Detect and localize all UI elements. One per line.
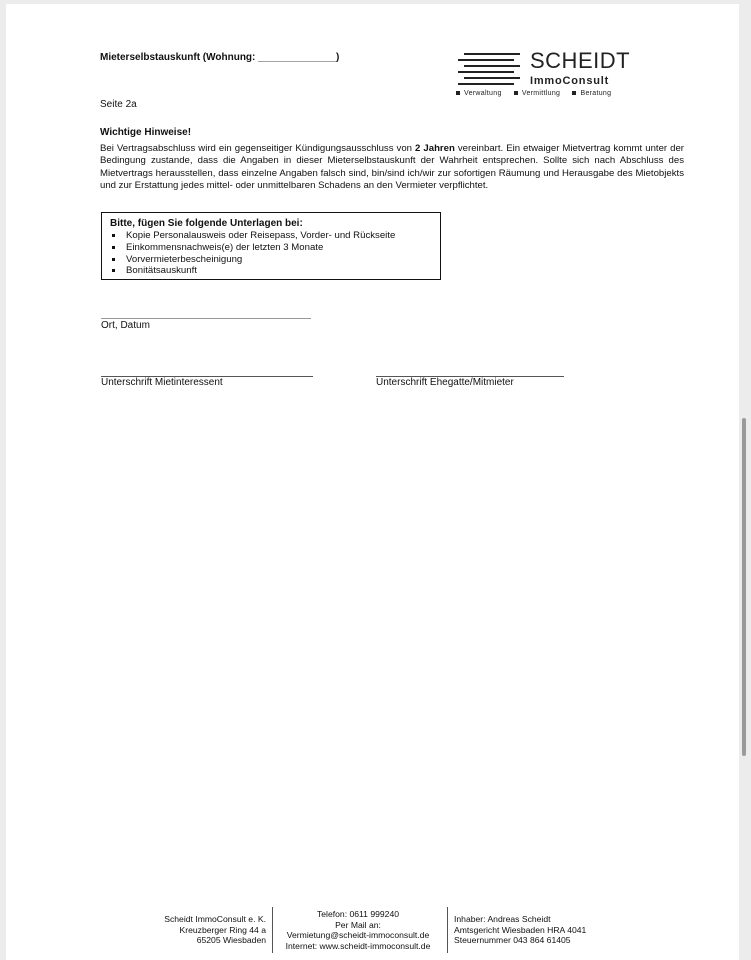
logo-subbrand: ImmoConsult — [530, 75, 610, 87]
footer-company — [126, 914, 266, 946]
tenant-signature-label: Unterschrift Mietinteressent — [101, 377, 223, 388]
footer-line: Per Mail an: — [335, 919, 381, 930]
spouse-signature-label: Unterschrift Ehegatte/Mitmieter — [376, 377, 514, 388]
list-item: Vorvermieterbescheinigung — [110, 254, 440, 266]
place-date-line[interactable] — [101, 318, 311, 319]
footer-line: Scheidt ImmoConsult e. K. — [164, 914, 266, 924]
list-item: Einkommensnachweis(e) der letzten 3 Monate — [110, 242, 440, 254]
notes-text — [100, 143, 684, 192]
logo-tag: Verwaltung — [464, 90, 502, 97]
logo-tags — [456, 90, 611, 97]
footer-line: Inhaber: Andreas Scheidt — [454, 914, 551, 924]
footer-phone: Telefon: 0611 999240 — [316, 909, 400, 919]
notes-text-part: vereinbart. Ein etwaiger Mietvertrag kommt unter der Bedingung zustande, dass die Angaben in dieser Mieterselbstauskunft der Wahrheit entsprechen. Sollte sich nach Abschluss des Mietvertrags herausstellen, dass einzelne Angaben falsch sind, bin/sind ich/wir zur sofortigen Räumung und Herausgabe des Mietobjekts und zur Erstattung jedes mittel- oder unmittelbaren Schadens an den Vermieter verpflichtet. — [100, 143, 684, 191]
footer-divider — [272, 907, 273, 953]
footer-line: Steuernummer 043 864 61405 — [454, 935, 571, 945]
logo-tag: Beratung — [580, 90, 612, 97]
documents-list — [110, 230, 440, 277]
place-date-label: Ort, Datum — [101, 320, 150, 331]
square-bullet-icon — [514, 91, 518, 95]
logo-brand: SCHEIDT — [530, 48, 631, 73]
list-item: Kopie Personalausweis oder Reisepass, Vorder- und Rückseite — [110, 230, 440, 242]
square-bullet-icon — [572, 91, 576, 95]
footer-website-link[interactable]: Internet: www.scheidt-immoconsult.de — [285, 940, 431, 951]
document-title: Mieterselbstauskunft (Wohnung: ______________) — [100, 52, 340, 63]
footer-contact — [276, 909, 440, 951]
documents-box-title: Bitte, fügen Sie folgende Unterlagen bei: — [110, 218, 303, 229]
logo-tag: Vermittlung — [521, 90, 561, 97]
logo-lines-icon — [456, 51, 528, 87]
footer-legal — [454, 914, 624, 946]
vertical-scrollbar[interactable] — [742, 418, 746, 756]
footer-email-link[interactable]: Vermietung@scheidt-immoconsult.de — [286, 930, 430, 940]
notes-text-part: Bei Vertragsabschluss wird ein gegenseitiger Kündigungsausschluss von — [100, 143, 416, 154]
footer-line: 65205 Wiesbaden — [196, 935, 266, 945]
notes-text-bold: 2 Jahren — [415, 143, 455, 154]
square-bullet-icon — [456, 91, 460, 95]
document-page — [6, 4, 739, 960]
documents-box — [101, 212, 441, 280]
company-logo — [456, 49, 636, 101]
footer-line: Amtsgericht Wiesbaden HRA 4041 — [454, 924, 587, 935]
footer-divider — [447, 907, 448, 953]
page-label: Seite 2a — [100, 99, 137, 110]
list-item: Bonitätsauskunft — [110, 265, 440, 277]
footer-line: Kreuzberger Ring 44 a — [179, 924, 266, 935]
notes-heading: Wichtige Hinweise! — [100, 127, 192, 138]
